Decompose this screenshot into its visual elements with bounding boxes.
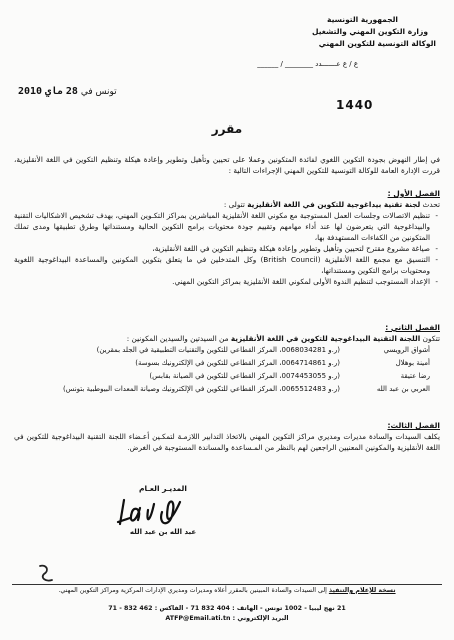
list-item: أشواق الرويسي (ر.و 0068034281، المركز القطاعي للتكوين والتقنيات التطبيقية في الجلد بمقرين) [96, 346, 430, 354]
chapter-1 [14, 188, 440, 287]
members-list [14, 344, 440, 396]
chapter-1-lead: تحدث لجنة تقنية بيداغوجية للتكوين في اللغة الأنقليزية تتولى : [223, 200, 440, 209]
letterhead-ministry: وزارة التكوين المهني والتشغيل [312, 27, 428, 36]
list-item: العربي بن عبد الله (ر.و 0065512483، المركز القطاعي للتكوين في الإلكترونيك وصيانة المعدات البيوطبية بتونس) [63, 385, 430, 393]
list-item: - صياغة مشروع مقترح لتحيين وتأهيل وتطوير وإعادة هيكلة وتنظيم التكوين في اللغة الأنقليزية، [14, 243, 430, 254]
initial-mark [36, 562, 56, 584]
intro-paragraph: في إطار النهوض بجودة التكوين اللغوي لفائدة المتكونين وعملا على تحيين وتأهيل وتطوير وإعادة هيكلة وتنظيم التكوين في اللغة الأنقليزية، قررت الإدارة العامة للوكالة التونسية للتكوين المهني الإجراءات التالية : [14, 155, 440, 175]
date-year: 2010 [18, 86, 43, 97]
signature-title: المديـر العـام [139, 484, 187, 493]
signatory-name: عبد الله بن عبد الله [129, 528, 197, 536]
list-item: - التنسيق مع مجمع اللغة الأنقليزية (British Council) وكل المتدخلين في ما يتعلق بتكوين المكونين والمساعدة البيداغوجية اللغوية ومحتويات برامج التكوين ومستنداتها، [14, 254, 430, 276]
reference-prefix: ع / ع [342, 60, 358, 68]
footer-address: 21 نهج ليبيا - 1002 تونس - الهاتف : 404 832 71 - الفاكس : 462 832 - 71 [108, 605, 346, 612]
date-day: 28 [65, 86, 78, 97]
letterhead [216, 14, 436, 50]
document-title: مقرر [211, 122, 243, 136]
reference-label: عـــــــدد [315, 60, 341, 68]
chapter-2-heading: الفصل الثاني : [385, 323, 440, 332]
committee-name: لجنة تقنية بيداغوجية للتكوين في اللغة الأنقليزية [247, 200, 421, 209]
chapter-1-heading: الفصل الأول : [387, 189, 440, 198]
chapter-3 [14, 420, 440, 453]
chapter-2 [14, 322, 440, 396]
chapter-1-list [14, 210, 440, 287]
document-number: 1440 [336, 98, 374, 112]
date-month: ماي [44, 86, 64, 97]
chapter-3-text: يكلف السيدات والسادة مديرات ومديري مراكز التكوين المهني بالاتخاذ التدابير اللازمـة لتمكـين أعـضاء اللجنة التقنية البيداغوجية للتكوين في اللغة الأنقليزية والمكونين المعنيين الراجعين لهم بالنظر من المـساعدة والمساندة المستوجبة في الغرض. [14, 432, 440, 452]
footer-divider [12, 584, 442, 585]
handwritten-signature [110, 494, 210, 532]
list-item: رضا عتيقة (ر.و 0074453055، المركز القطاعي للتكوين في الصيانة بقابس) [149, 372, 430, 380]
date-line [18, 86, 117, 97]
list-item: - الإعداد المستوجب لتنظيم الندوة الأولى لمكوني اللغة الأنقليزية بمراكز التكوين المهني. [14, 276, 430, 287]
list-item: أمينة بوهلال (ر.و 0064714861، المركز القطاعي للتكوين في الإلكترونيك بسوسة) [135, 359, 430, 367]
letterhead-agency: الوكالة التونسية للتكوين المهني [318, 39, 436, 48]
distribution-note: نسخة للإعلام والتنفيذ إلى السيدات والسادة المبينين بالمقرر أعلاه ومديرات ومديري الإدارات المركزية ومراكز التكوين المهني. [58, 587, 396, 594]
footer [12, 586, 442, 624]
letterhead-republic: الجمهورية التونسية [327, 15, 398, 24]
chapter-3-heading: الفصل الثالث: [387, 421, 440, 430]
reference-line: ع / ع عـــــــدد ________ / ______ [257, 60, 358, 68]
list-item: - تنظيم الاتصالات وجلسات العمل المستوجبة مع مكوني اللغة الأنقليزية المباشرين بمراكز التكـوين المهني، بهدف تشخيص الاشكاليات التقنية والبيداغوجية التي يتعرضون لها عند أداء مهامهم وتقييم جودة محتويات برامج التكوين الحالية ومستنداتها وطرق تطبيقها ومدى تملك المتكونين من الكفاءات المستهدفة بها، [14, 210, 430, 243]
date-place: تونس في [80, 87, 117, 97]
footer-email: البريد الإلكتروني : ATFP@Email.ati.tn [165, 615, 289, 622]
chapter-2-lead: تتكون اللجنة التقنية البيداغوجية للتكوين في اللغة الأنقليزية من السيدتين والسيدين المكونين : [126, 334, 440, 343]
